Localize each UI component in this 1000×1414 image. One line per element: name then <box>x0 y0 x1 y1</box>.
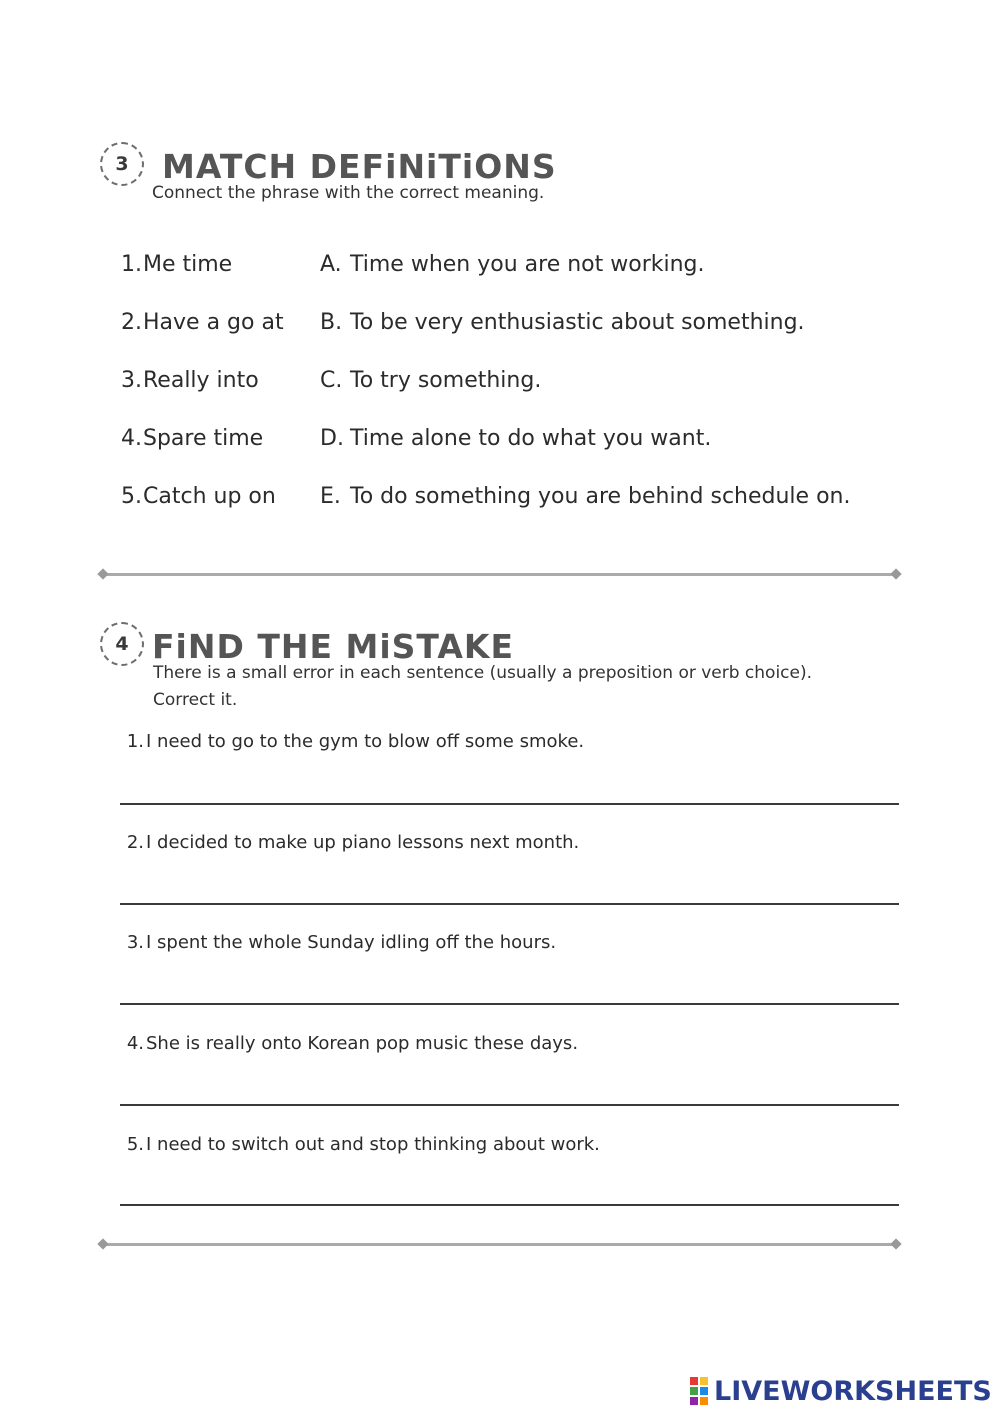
sentence-number: 3. <box>126 932 144 953</box>
section-number-badge <box>100 142 144 186</box>
phrase-number: 5. <box>121 484 142 509</box>
match-row <box>0 484 1000 514</box>
phrase-text[interactable]: Spare time <box>143 426 264 451</box>
phrase-text[interactable]: Really into <box>143 368 259 393</box>
phrase-text[interactable]: Have a go at <box>143 310 284 335</box>
phrase-text[interactable]: Me time <box>143 252 233 277</box>
section-number: 3 <box>115 153 129 175</box>
section-title: FiND THE MiSTAKE <box>152 627 515 666</box>
liveworksheets-logo-icon <box>690 1377 708 1405</box>
definition-text[interactable]: To be very enthusiastic about something. <box>350 310 805 335</box>
match-row <box>0 368 1000 398</box>
sentence-item <box>0 731 1000 755</box>
definition-letter: E. <box>320 484 341 509</box>
definition-letter: B. <box>320 310 343 335</box>
match-row <box>0 310 1000 340</box>
answer-input-line[interactable] <box>120 1003 899 1005</box>
section-divider <box>103 573 896 576</box>
answer-input-line[interactable] <box>120 803 899 805</box>
answer-input-line[interactable] <box>120 1104 899 1106</box>
section-instructions-continued: Correct it. <box>153 690 238 710</box>
definition-text[interactable]: Time alone to do what you want. <box>350 426 712 451</box>
liveworksheets-logo <box>690 1374 992 1408</box>
sentence-item <box>0 832 1000 856</box>
definition-text[interactable]: To try something. <box>350 368 542 393</box>
sentence-item <box>0 1033 1000 1057</box>
definition-text[interactable]: Time when you are not working. <box>350 252 705 277</box>
definition-letter: D. <box>320 426 344 451</box>
sentence-item <box>0 932 1000 956</box>
section-title: MATCH DEFiNiTiONS <box>162 147 557 186</box>
section-instructions: Connect the phrase with the correct meaning. <box>152 183 545 203</box>
sentence-text: I need to go to the gym to blow off some smoke. <box>146 731 585 752</box>
phrase-number: 2. <box>121 310 142 335</box>
match-row <box>0 252 1000 282</box>
sentence-item <box>0 1134 1000 1158</box>
sentence-text: She is really onto Korean pop music these days. <box>146 1033 579 1054</box>
phrase-text[interactable]: Catch up on <box>143 484 276 509</box>
sentence-text: I need to switch out and stop thinking about work. <box>146 1134 600 1155</box>
sentence-number: 4. <box>126 1033 144 1054</box>
sentence-number: 2. <box>126 832 144 853</box>
liveworksheets-logo-text: LIVEWORKSHEETS <box>714 1375 992 1407</box>
section-instructions: There is a small error in each sentence (usually a preposition or verb choice). <box>153 663 813 683</box>
match-row <box>0 426 1000 456</box>
section-divider <box>103 1243 896 1246</box>
sentence-text: I spent the whole Sunday idling off the hours. <box>146 932 557 953</box>
sentence-number: 1. <box>126 731 144 752</box>
phrase-number: 1. <box>121 252 142 277</box>
definition-letter: A. <box>320 252 342 277</box>
answer-input-line[interactable] <box>120 1204 899 1206</box>
answer-input-line[interactable] <box>120 903 899 905</box>
definition-letter: C. <box>320 368 343 393</box>
phrase-number: 4. <box>121 426 142 451</box>
definition-text[interactable]: To do something you are behind schedule on. <box>350 484 851 509</box>
section-number: 4 <box>115 633 129 655</box>
section-number-badge <box>100 622 144 666</box>
sentence-text: I decided to make up piano lessons next month. <box>146 832 580 853</box>
sentence-number: 5. <box>126 1134 144 1155</box>
phrase-number: 3. <box>121 368 142 393</box>
